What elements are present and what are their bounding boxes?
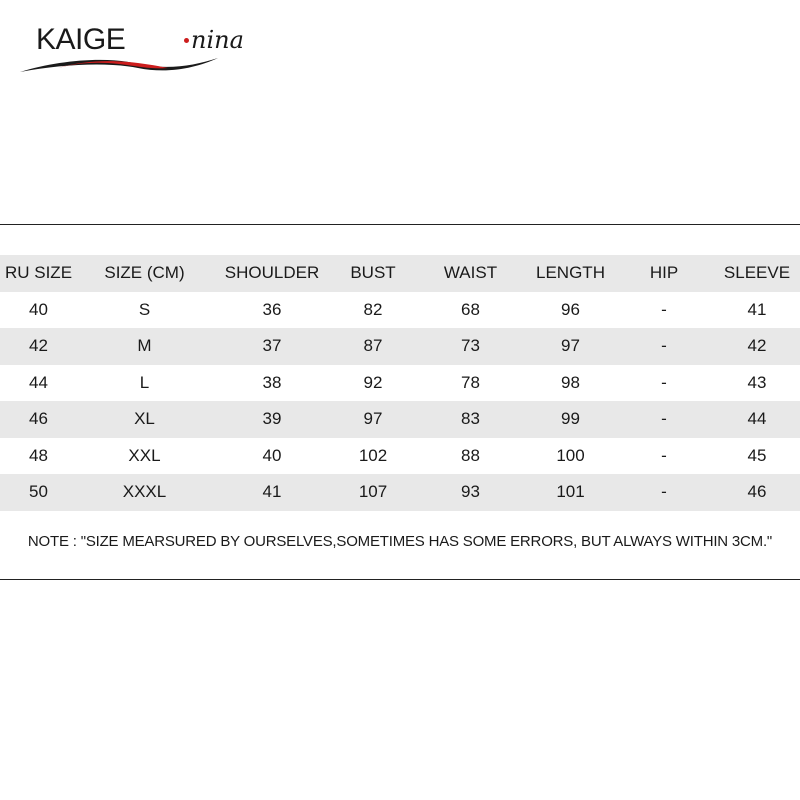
cell-length: 97 [561, 336, 580, 356]
cell-ru-size: 50 [29, 482, 48, 502]
cell-length: 98 [561, 372, 580, 392]
brand-dot-icon [184, 38, 189, 43]
cell-hip: - [661, 409, 667, 429]
table-row [0, 438, 800, 475]
cell-ru-size: 48 [29, 445, 48, 465]
cell-waist: 78 [461, 372, 480, 392]
cell-bust: 92 [363, 372, 383, 392]
size-note: NOTE : "SIZE MEARSURED BY OURSELVES,SOMETIMES HAS SOME ERRORS, BUT ALWAYS WITHIN 3CM." [27, 533, 773, 550]
cell-shoulder: 39 [262, 409, 282, 429]
cell-shoulder: 38 [262, 372, 282, 392]
header-bust: BUST [350, 263, 396, 283]
cell-sleeve: 41 [747, 299, 767, 319]
size-chart [0, 224, 800, 580]
brand-name: KAIGE [36, 23, 126, 56]
header-hip: HIP [649, 263, 679, 283]
header-waist: WAIST [443, 263, 498, 283]
cell-size: XXXL [122, 482, 167, 502]
cell-bust: 107 [358, 482, 388, 502]
cell-ru-size: 42 [29, 336, 48, 356]
cell-waist: 68 [461, 299, 480, 319]
cell-hip: - [661, 482, 667, 502]
cell-size: S [138, 299, 151, 319]
cell-ru-size: 46 [29, 409, 48, 429]
cell-waist: 73 [461, 336, 480, 356]
header-size-cm: SIZE (CM) [104, 263, 185, 283]
cell-sleeve: 44 [747, 409, 767, 429]
header-sleeve: SLEEVE [723, 263, 791, 283]
cell-hip: - [661, 336, 667, 356]
size-table [0, 255, 800, 511]
cell-shoulder: 36 [262, 299, 282, 319]
cell-shoulder: 37 [262, 336, 282, 356]
cell-ru-size: 44 [29, 372, 48, 392]
cell-sleeve: 43 [747, 372, 767, 392]
header-shoulder: SHOULDER [224, 263, 320, 283]
header-ru-size: RU SIZE [4, 263, 73, 283]
cell-size: L [139, 372, 150, 392]
brand-logo [18, 20, 258, 76]
cell-size: XXL [128, 445, 161, 465]
cell-waist: 88 [461, 445, 480, 465]
table-row [0, 328, 800, 365]
cell-ru-size: 40 [29, 299, 48, 319]
header-length: LENGTH [536, 263, 605, 283]
cell-sleeve: 45 [747, 445, 767, 465]
cell-bust: 82 [363, 299, 383, 319]
cell-waist: 93 [461, 482, 480, 502]
cell-sleeve: 42 [747, 336, 767, 356]
cell-bust: 102 [358, 445, 388, 465]
cell-bust: 97 [363, 409, 383, 429]
cell-bust: 87 [363, 336, 383, 356]
cell-hip: - [661, 445, 667, 465]
cell-length: 101 [556, 482, 585, 502]
table-row [0, 401, 800, 438]
cell-shoulder: 41 [262, 482, 282, 502]
table-row [0, 292, 800, 329]
cell-waist: 83 [461, 409, 480, 429]
table-row [0, 365, 800, 402]
cell-size: XL [134, 409, 155, 429]
table-row [0, 474, 800, 511]
cell-shoulder: 40 [262, 445, 282, 465]
cell-length: 100 [556, 445, 585, 465]
cell-size: M [137, 336, 152, 356]
cell-hip: - [661, 372, 667, 392]
swoosh-icon [18, 54, 258, 76]
cell-sleeve: 46 [747, 482, 767, 502]
cell-hip: - [661, 299, 667, 319]
brand-sub: nina [191, 26, 244, 54]
cell-length: 96 [561, 299, 580, 319]
cell-length: 99 [561, 409, 580, 429]
table-header-row [0, 255, 800, 292]
